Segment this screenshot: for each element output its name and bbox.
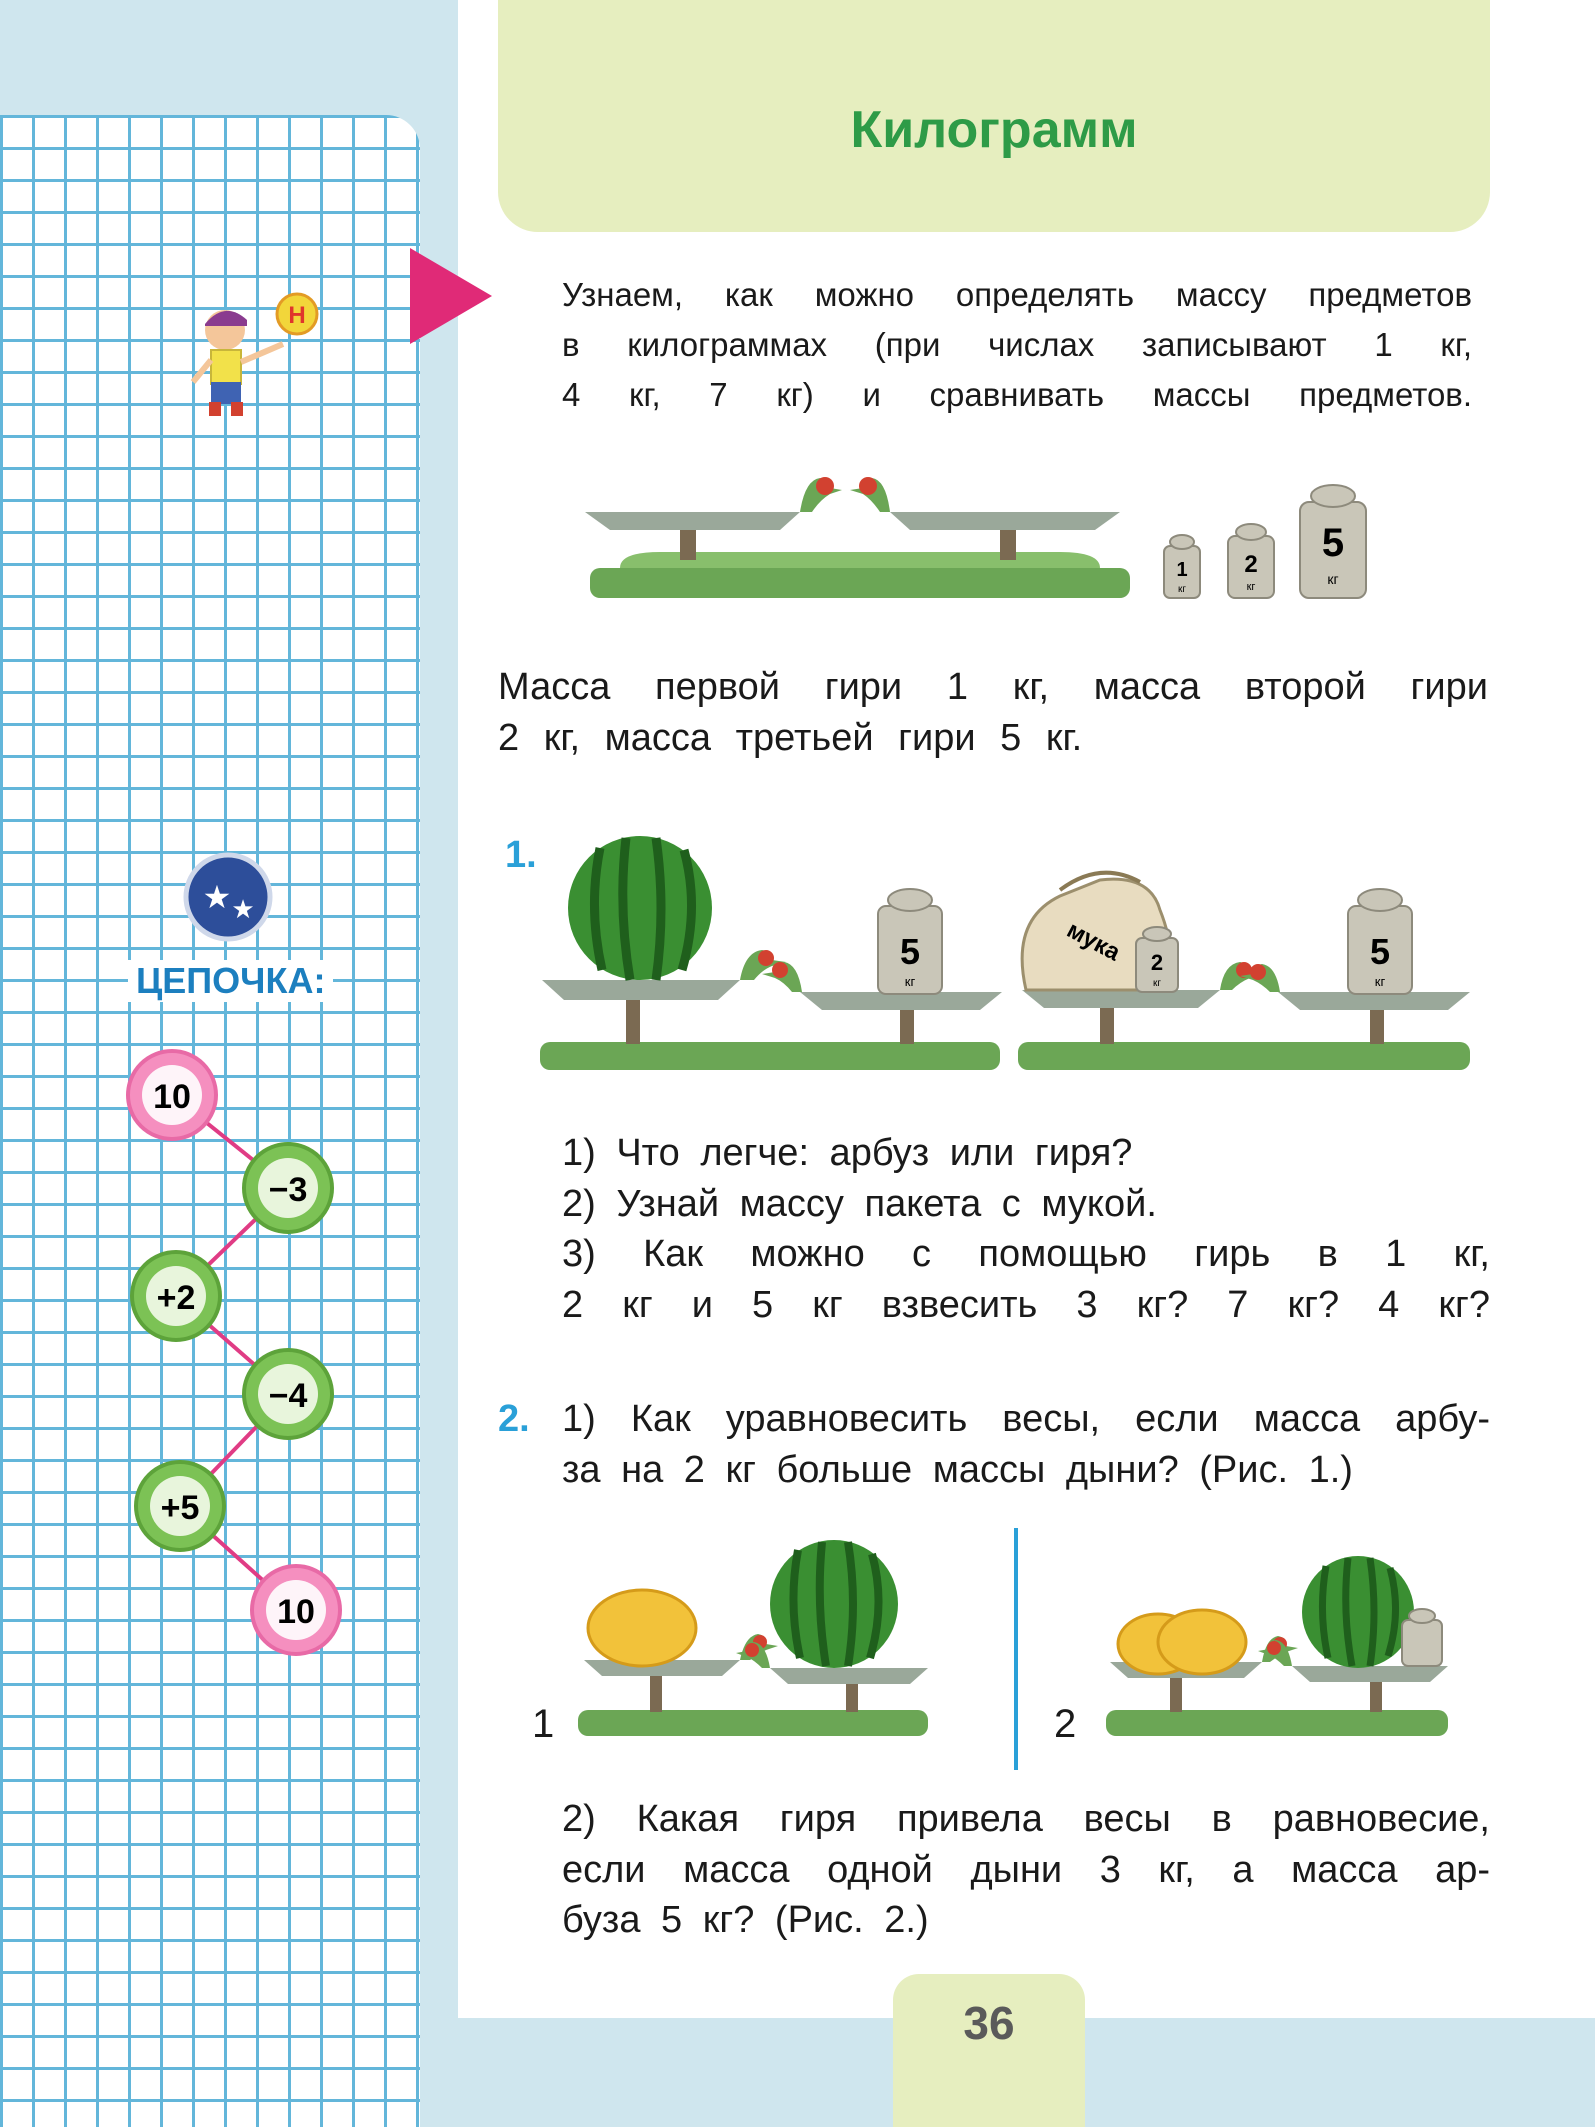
weight-1kg-icon — [1164, 535, 1200, 598]
task1-scales-illustration — [540, 830, 1470, 1090]
intro-line: в килограммах (при числах записывают 1 кг, — [562, 326, 1472, 364]
weight-value: 5 — [899, 931, 921, 972]
chain-step-text: +2 — [156, 1279, 196, 1317]
pink-triangle-marker-icon — [410, 248, 492, 344]
page-number-box — [893, 1974, 1085, 2127]
chain-step-text: −4 — [268, 1377, 308, 1415]
chain-step-text: −3 — [268, 1171, 308, 1209]
melon-icon — [588, 1590, 696, 1666]
page-title: Килограмм — [850, 101, 1138, 159]
watermelon-icon — [770, 1540, 898, 1668]
weight-5kg-icon — [1348, 889, 1412, 994]
chain-step-text: 10 — [153, 1078, 191, 1116]
stars-badge-icon — [183, 852, 273, 942]
task-1-number: 1. — [505, 834, 537, 876]
balance-scale-illustration — [580, 460, 1410, 610]
question-line: 1) Как уравновесить весы, если масса арбу- — [562, 1398, 1490, 1440]
question-line: за на 2 кг больше массы дыни? (Рис. 1.) — [562, 1448, 1353, 1491]
weight-value: 5 — [1369, 931, 1391, 972]
weight-unit: кг — [904, 974, 916, 989]
question-line: 3) Как можно с помощью гирь в 1 кг, — [562, 1233, 1490, 1276]
intro-line: 4 кг, 7 кг) и сравнивать массы предметов. — [562, 376, 1472, 414]
chain-step-minus-3 — [244, 1144, 332, 1232]
watermelon-icon — [1302, 1556, 1414, 1668]
weight-unit: кг — [1374, 974, 1386, 989]
number-chain — [120, 1040, 360, 1680]
weight-unit: кг — [1327, 571, 1339, 587]
task-1-questions — [562, 1128, 1490, 1330]
mass-text — [498, 662, 1488, 765]
title-banner — [498, 0, 1490, 232]
question-line: буза 5 кг? (Рис. 2.) — [562, 1899, 929, 1942]
question-line: 2) Какая гиря привела весы в равновесие, — [562, 1798, 1490, 1840]
task-2-part-1 — [562, 1394, 1490, 1495]
weight-unit: кг — [1246, 581, 1256, 593]
bag-label: мука — [1062, 916, 1125, 967]
chain-step-plus-2 — [132, 1252, 220, 1340]
boy-character-icon — [185, 290, 335, 430]
chain-step-10-end — [252, 1566, 340, 1654]
question-line: 1) Что легче: арбуз или гиря? — [562, 1132, 1133, 1174]
melon-icon — [1158, 1610, 1246, 1674]
intro-text — [562, 270, 1472, 420]
weight-value: 2 — [1150, 950, 1164, 975]
chain-step-minus-4 — [244, 1350, 332, 1438]
page-number: 36 — [963, 1997, 1015, 2049]
chain-step-text: +5 — [160, 1489, 200, 1527]
weight-value: 5 — [1321, 521, 1345, 565]
weight-5kg-icon — [1300, 485, 1366, 598]
watermelon-icon — [568, 836, 712, 980]
weight-value: 1 — [1176, 559, 1188, 581]
chain-step-text: 10 — [277, 1593, 315, 1631]
chain-step-plus-5 — [136, 1462, 224, 1550]
figure-2-label: 2 — [1054, 1702, 1077, 1746]
intro-line: Узнаем, как можно определять массу предметов — [562, 276, 1472, 313]
svg-text:★: ★ — [231, 895, 255, 925]
task-2-number: 2. — [498, 1398, 530, 1440]
chain-label: ЦЕПОЧКА: — [128, 960, 333, 1002]
question-line: если масса одной дыни 3 кг, а масса ар- — [562, 1848, 1490, 1891]
weight-5kg-icon — [878, 889, 942, 994]
weight-unit: кг — [1152, 978, 1162, 989]
figure-1-label: 1 — [532, 1702, 555, 1746]
chain-step-10-start — [128, 1051, 216, 1139]
mass-line: Масса первой гири 1 кг, масса второй гири — [498, 666, 1488, 708]
task2-scales-illustration — [570, 1520, 1450, 1760]
weight-value: 2 — [1244, 551, 1258, 578]
task-2-part-2 — [562, 1794, 1490, 1946]
svg-text:★: ★ — [202, 878, 232, 916]
question-line: 2) Узнай массу пакета с мукой. — [562, 1182, 1157, 1225]
question-line: 2 кг и 5 кг взвесить 3 кг? 7 кг? 4 кг? — [562, 1283, 1490, 1326]
weight-unit: кг — [1177, 584, 1187, 595]
weight-2kg-icon — [1228, 524, 1274, 598]
mass-line: 2 кг, масса третьей гири 5 кг. — [498, 717, 1083, 760]
character-badge: Н — [288, 302, 306, 329]
